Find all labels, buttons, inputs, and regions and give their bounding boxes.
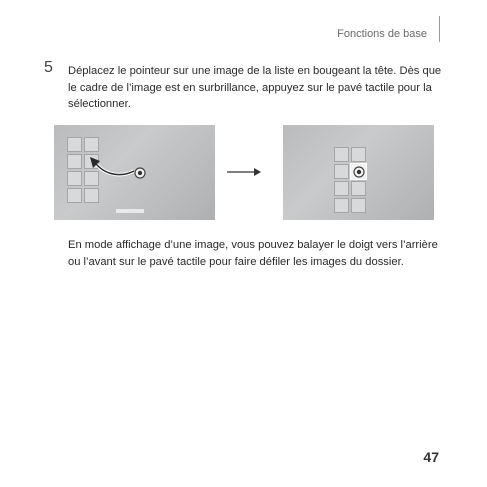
image-thumbnail [84, 137, 99, 152]
illustration-before [54, 125, 215, 220]
pointer-icon [134, 167, 146, 179]
section-title: Fonctions de base [337, 28, 427, 40]
image-thumbnail [67, 188, 82, 203]
header-divider [439, 16, 440, 42]
image-thumbnail [334, 198, 349, 213]
image-thumbnail [351, 147, 366, 162]
image-thumbnail [334, 164, 349, 179]
right-arrow-icon [227, 166, 261, 178]
illustration-after [283, 125, 434, 220]
step-number: 5 [44, 59, 53, 76]
image-thumbnail [351, 198, 366, 213]
image-thumbnail [334, 181, 349, 196]
image-thumbnail [67, 154, 82, 169]
image-thumbnail [351, 181, 366, 196]
step-instruction: Déplacez le pointeur sur une image de la liste en bougeant la tête. Dès que le cadre de l’image est en surbrillance, appuyez sur le pavé tactile pour la sélectionner. [68, 65, 442, 110]
page-number: 47 [423, 449, 439, 465]
body-paragraph: En mode affichage d’une image, vous pouvez balayer le doigt vers l’arrière ou l’avant sur le pavé tactile pour faire défiler les images du dossier. [68, 239, 438, 268]
image-thumbnail [334, 147, 349, 162]
image-thumbnail [67, 137, 82, 152]
curved-arrow-icon [88, 157, 138, 181]
pointer-icon [353, 166, 365, 178]
image-thumbnail [67, 171, 82, 186]
image-thumbnail [84, 188, 99, 203]
scroll-indicator [116, 209, 144, 213]
